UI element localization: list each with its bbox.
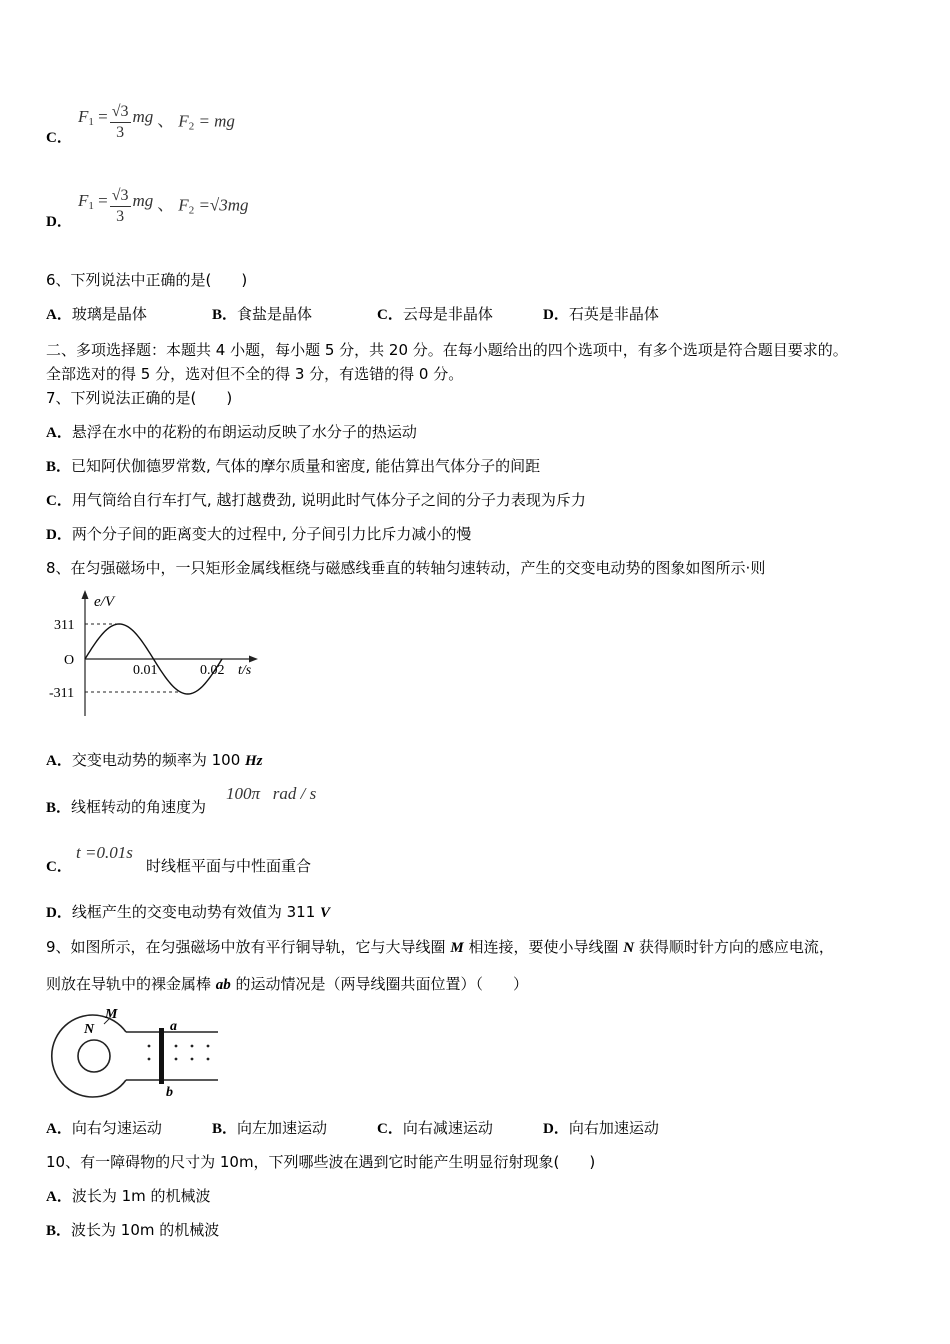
q8-option-c-label: C．: [46, 859, 72, 875]
q8-c-formula: t =0.01s: [76, 843, 133, 862]
q5-d-formula: $F_1$ = $\frac{√3}{3}$ mg 、 $F_2 =√3mg$: [78, 187, 249, 225]
q8-option-d: D．线框产生的交变电动势有效值为 311 V: [46, 903, 331, 921]
y-min-label: -311: [49, 686, 75, 701]
q9-option-b: B．向左加速运动: [212, 1119, 328, 1137]
x-axis-label: t/s: [238, 663, 252, 678]
fraction: $\frac{√3}{3}$: [111, 103, 129, 141]
q8-option-a: A．交变电动势的频率为 100 Hz: [46, 751, 263, 769]
q8-stem: 8、在匀强磁场中，一只矩形金属线框绕与磁感线垂直的转轴匀速转动，产生的交变电动势的图象如图所示·则: [46, 559, 766, 577]
q7-option-d: D．两个分子间的距离变大的过程中, 分子间引力比斥力减小的慢: [46, 525, 472, 543]
q10-stem: 10、有一障碍物的尺寸为 10m，下列哪些波在遇到它时能产生明显衍射现象( ): [46, 1153, 596, 1171]
q7-option-c: C．用气筒给自行车打气, 越打越费劲, 说明此时气体分子之间的分子力表现为斥力: [46, 491, 586, 509]
y-axis-arrow-icon: [82, 590, 89, 599]
q8-b-formula: 100π rad / s: [226, 784, 317, 803]
q7-option-b: B．已知阿伏伽德罗常数, 气体的摩尔质量和密度, 能估算出气体分子的间距: [46, 457, 541, 475]
label-b: b: [166, 1085, 173, 1098]
q8-option-b: B．线框转动的角速度为: [46, 798, 207, 816]
q6-option-c: C．云母是非晶体: [377, 305, 493, 323]
y-axis-label: e/V: [94, 594, 114, 610]
option-label: C．: [46, 130, 72, 146]
q9-option-c: C．向右减速运动: [377, 1119, 493, 1137]
fraction: $\frac{√3}{3}$: [111, 187, 129, 225]
q9-stem-line2: 则放在导轨中的裸金属棒 ab 的运动情况是（两导线圈共面位置）（ ）: [46, 975, 529, 993]
section2-instructions-line2: 全部选对的得 5 分，选对但不全的得 3 分，有选错的得 0 分。: [46, 365, 464, 383]
label-m: M: [105, 1007, 118, 1022]
q7-stem: 7、下列说法正确的是( ): [46, 389, 233, 407]
origin-label: O: [64, 653, 75, 668]
q6-option-b: B．食盐是晶体: [212, 305, 313, 323]
q5-c-formula: $F_1$ = $\frac{√3}{3}$ mg 、 $F_2$ = mg: [78, 103, 235, 141]
metal-rod-ab: [159, 1028, 164, 1084]
q6-option-a: A．玻璃是晶体: [46, 305, 147, 323]
q6-stem: 6、下列说法中正确的是( ): [46, 271, 248, 289]
option-label: D．: [46, 214, 72, 230]
q9-coil-figure: [44, 1004, 224, 1098]
label-a: a: [170, 1019, 177, 1034]
q10-option-b: B．波长为 10m 的机械波: [46, 1221, 220, 1239]
q8-emf-graph: [44, 588, 274, 720]
x-tick-label: 0.02: [200, 663, 225, 678]
q9-option-d: D．向右加速运动: [543, 1119, 659, 1137]
y-max-label: 311: [54, 618, 75, 633]
q9-stem-line1: 9、如图所示，在匀强磁场中放有平行铜导轨，它与大导线圈 M 相连接，要使小导线圈 N 获得顺时针方向的感应电流，: [46, 938, 834, 956]
x-axis-arrow-icon: [249, 656, 258, 663]
q10-option-a: A．波长为 1m 的机械波: [46, 1187, 211, 1205]
section2-instructions-line1: 二、多项选择题：本题共 4 小题，每小题 5 分，共 20 分。在每小题给出的四个选项中，有多个选项是符合题目要求的。: [46, 341, 848, 359]
q7-option-a: A．悬浮在水中的花粉的布朗运动反映了水分子的热运动: [46, 423, 417, 441]
magnetic-field-dots: [148, 1045, 210, 1061]
q8-option-c-text: 时线框平面与中性面重合: [146, 857, 312, 875]
q6-option-d: D．石英是非晶体: [543, 305, 659, 323]
q9-option-a: A．向右匀速运动: [46, 1119, 162, 1137]
x-tick-label: 0.01: [133, 663, 158, 678]
label-n: N: [84, 1022, 95, 1037]
small-coil-n: [78, 1040, 110, 1072]
